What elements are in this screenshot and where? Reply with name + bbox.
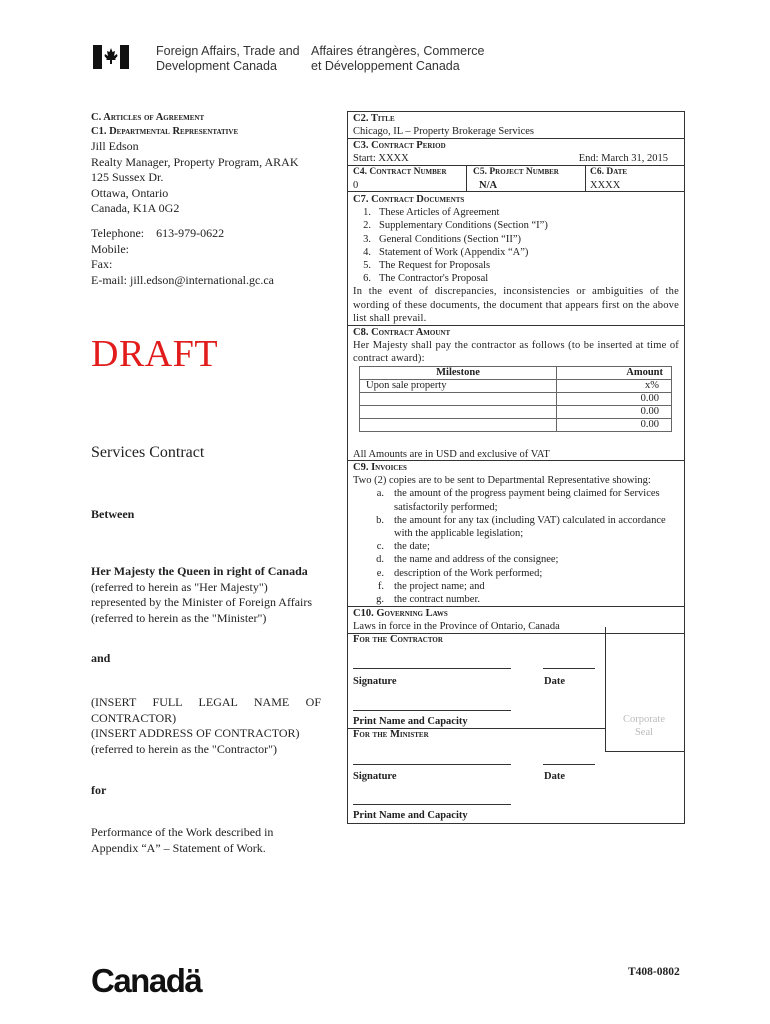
minister-signature-label: Signature: [353, 771, 397, 782]
minister-date-label: Date: [544, 771, 565, 782]
dept-fr-line2: et Développement Canada: [311, 59, 460, 73]
c3-end: End: March 31, 2015: [578, 153, 668, 165]
rep-title: Realty Manager, Property Program, ARAK: [91, 154, 299, 169]
contractor-signature-line[interactable]: [353, 668, 511, 669]
c3-period-section: [348, 139, 689, 165]
c9-invoice-list: [348, 487, 684, 606]
insert-contractor-name: (INSERT FULL LEGAL NAME OF CONTRACTOR): [91, 695, 321, 725]
services-contract-title: Services Contract: [91, 444, 205, 461]
canada-wordmark: Canadä: [91, 962, 202, 999]
c6-heading: C6. Date: [590, 167, 628, 177]
form-code: T408-0802: [628, 966, 680, 978]
articles-heading: C. Articles of Agreement: [91, 112, 205, 123]
mobile-label: Mobile:: [91, 241, 129, 256]
c9-invoices-section: [348, 461, 684, 606]
list-item: g. the contract number.: [376, 594, 481, 606]
c10-text: Laws in force in the Province of Ontario, Canada: [353, 621, 560, 633]
c6-value: XXXX: [590, 180, 621, 192]
her-majesty-line: Her Majesty the Queen in right of Canada: [91, 564, 308, 578]
milestone-table: [359, 366, 672, 432]
corporate-seal-label: [605, 713, 683, 739]
dept-en-line2: Development Canada: [156, 59, 277, 73]
rep-address2: Ottawa, Ontario: [91, 185, 169, 200]
and-label: and: [91, 651, 111, 665]
c7-document-list: [348, 206, 684, 285]
c4-section: [348, 166, 465, 192]
divider: [585, 165, 586, 191]
minister-print-name-label: Print Name and Capacity: [353, 810, 468, 821]
c5-value: N/A: [479, 180, 498, 192]
c8-text: Her Majesty shall pay the contractor as follows (to be inserted at time of contract award):: [353, 340, 679, 365]
table-row: 0.00: [360, 406, 672, 419]
articles-block: [91, 111, 321, 138]
telephone-value: 613-979-0622: [156, 226, 225, 240]
divider: [348, 191, 684, 192]
contractor-print-name-line[interactable]: [353, 710, 511, 711]
between-label: Between: [91, 507, 135, 521]
list-item: 3. General Conditions (Section “II”): [363, 233, 521, 245]
rep-name: Jill Edson: [91, 139, 139, 153]
performance-line2: Appendix “A” – Statement of Work.: [91, 840, 266, 855]
c5-section: [473, 166, 585, 192]
telephone-label: Telephone:: [91, 226, 145, 240]
divider: [466, 165, 467, 191]
her-majesty-block: [91, 564, 321, 626]
list-item: 4. Statement of Work (Appendix “A”): [363, 246, 529, 258]
minister-print-name-line[interactable]: [353, 804, 511, 805]
list-item: f. the project name; and: [377, 580, 485, 592]
seal-line1: Corporate: [623, 714, 665, 725]
c9-heading: C9. Invoices: [353, 462, 407, 473]
list-item: c. the date;: [376, 541, 430, 553]
c3-heading: C3. Contract Period: [353, 140, 446, 151]
list-item: d. the name and address of the consignee;: [376, 554, 559, 566]
c4-value: 0: [353, 180, 359, 192]
c4-heading: C4. Contract Number: [353, 167, 447, 177]
department-name-en: [156, 44, 300, 74]
for-contractor-heading: For the Contractor: [353, 634, 443, 645]
c7-documents-section: [348, 193, 684, 325]
fax-label: Fax:: [91, 257, 113, 271]
minister-date-line[interactable]: [543, 764, 595, 765]
rep-phones: [91, 226, 321, 288]
table-row: 0.00: [360, 419, 672, 432]
hm-ref: (referred to herein as "Her Majesty"): [91, 579, 268, 594]
for-minister-heading: For the Minister: [353, 729, 429, 740]
for-label: for: [91, 783, 107, 797]
contractor-print-name-label: Print Name and Capacity: [353, 716, 468, 727]
email-line: E-mail: jill.edson@international.gc.ca: [91, 272, 274, 287]
performance-line1: Performance of the Work described in: [91, 825, 274, 839]
c9-intro: Two (2) copies are to be sent to Departmental Representative showing:: [353, 475, 651, 487]
c7-heading: C7. Contract Documents: [353, 194, 465, 205]
dept-fr-line1: Affaires étrangères, Commerce: [311, 44, 485, 58]
c5-heading: C5. Project Number: [473, 167, 559, 177]
seal-line2: Seal: [634, 727, 654, 738]
insert-contractor-address: (INSERT ADDRESS OF CONTRACTOR): [91, 726, 300, 740]
canada-flag-icon: [93, 45, 129, 69]
hm-rep: represented by the Minister of Foreign Affairs: [91, 595, 313, 609]
contractor-date-label: Date: [544, 676, 565, 687]
table-row: 0.00: [360, 393, 672, 406]
c2-value: Chicago, IL – Property Brokerage Services: [353, 126, 534, 138]
table-header-row: [360, 367, 672, 380]
amounts-note: All Amounts are in USD and exclusive of VAT: [353, 449, 550, 460]
amount-header: Amount: [557, 367, 672, 380]
c8-amount-section: [348, 326, 684, 366]
c8-heading: C8. Contract Amount: [353, 327, 451, 338]
milestone-header: Milestone: [360, 367, 557, 380]
rep-address1: 125 Sussex Dr.: [91, 170, 164, 184]
c2-title-section: [348, 112, 689, 138]
list-item: 2. Supplementary Conditions (Section “I”): [363, 220, 548, 232]
list-item: 5. The Request for Proposals: [363, 260, 491, 272]
performance-block: [91, 825, 321, 856]
rep-address3: Canada, K1A 0G2: [91, 201, 180, 215]
department-name-fr: [311, 44, 484, 74]
c2-heading: C2. Title: [353, 113, 395, 124]
list-item: e. description of the Work performed;: [376, 567, 543, 579]
list-item: a. the amount of the progress payment being claimed for Services satisfactorily performed;: [376, 488, 660, 513]
c7-note: In the event of discrepancies, inconsistencies or ambiguities of the wording of these documents, the document that appears first on the above list shall prevail.: [353, 286, 679, 324]
c6-section: [590, 166, 682, 192]
minister-signature-line[interactable]: [353, 764, 511, 765]
contractor-signature-label: Signature: [353, 676, 397, 687]
hm-minister: (referred to herein as the "Minister"): [91, 610, 267, 625]
contractor-ref: (referred to herein as the "Contractor"): [91, 741, 278, 756]
contractor-block: [91, 695, 321, 757]
rep-contact: [91, 139, 321, 217]
c10-heading: C10. Governing Laws: [353, 608, 448, 619]
list-item: 6. The Contractor's Proposal: [363, 273, 489, 285]
rep-heading: C1. Departmental Representative: [91, 125, 239, 137]
draft-watermark: DRAFT: [91, 333, 219, 375]
c3-start: Start: XXXX: [353, 153, 409, 165]
contractor-date-line[interactable]: [543, 668, 595, 669]
table-row: Upon sale property x%: [360, 380, 672, 393]
list-item: 1. These Articles of Agreement: [363, 207, 500, 219]
dept-en-line1: Foreign Affairs, Trade and: [156, 44, 300, 58]
list-item: b. the amount for any tax (including VAT) calculated in accordance with the applicable legislation;: [376, 514, 666, 540]
